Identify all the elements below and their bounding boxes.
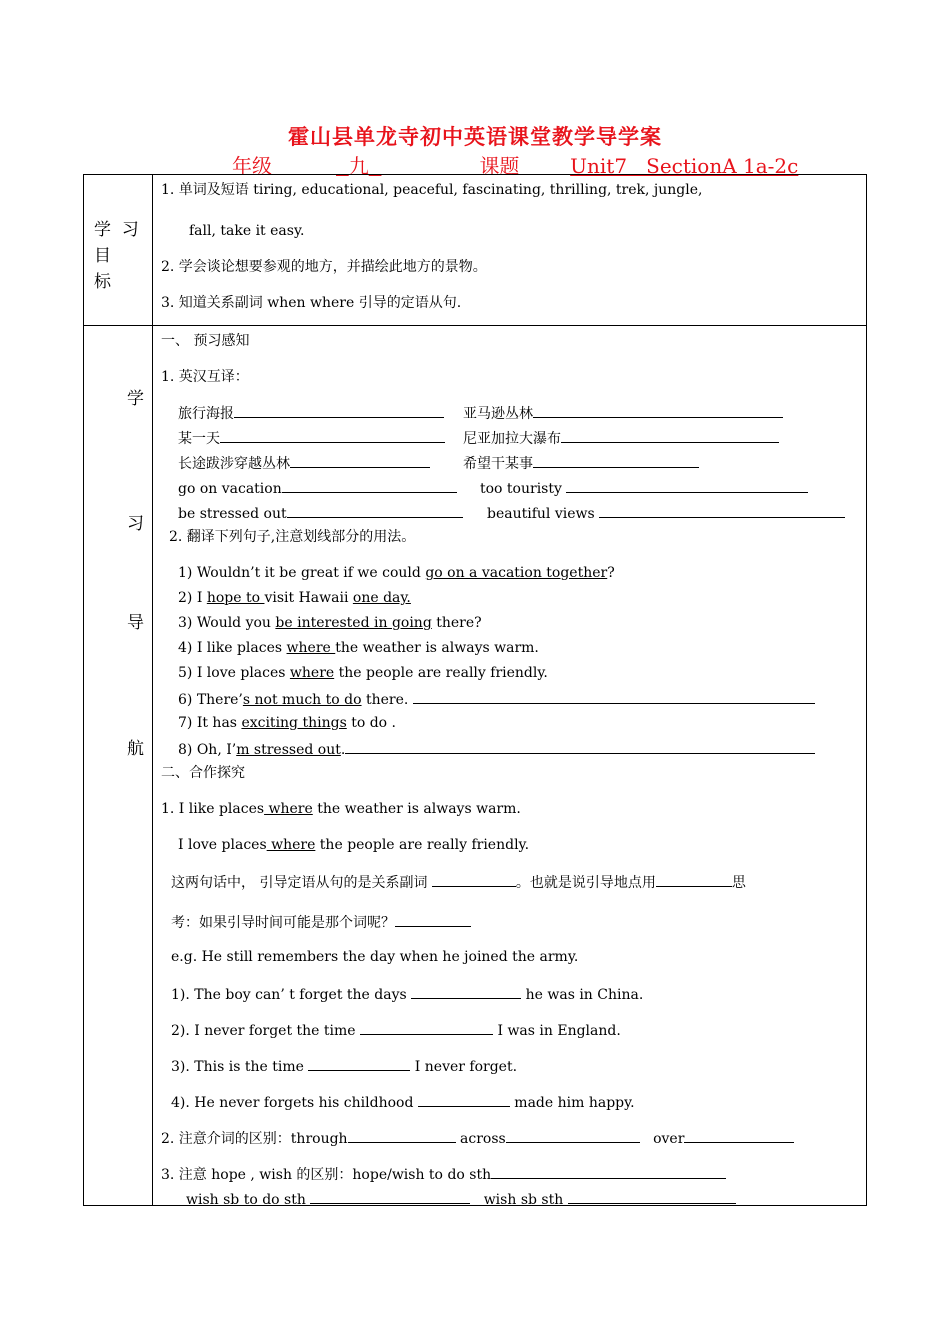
sentence-3: 3) Would you be interested in going there?	[178, 615, 482, 631]
sentence-4: 4) I like places where the weather is always warm.	[178, 640, 539, 656]
objectives-label-2: 目	[94, 246, 111, 266]
section1-title: 一、 预习感知	[161, 333, 250, 349]
objective-3: 3. 知道关系副词 when where 引导的定语从句.	[161, 295, 462, 311]
sentences-title: 2. 翻译下列句子,注意划线部分的用法。	[169, 529, 416, 545]
pair-row-2: 某一天	[178, 428, 445, 448]
example-2: I love places where the people are really friendly.	[178, 837, 530, 853]
objectives-label-1: 学 习	[94, 220, 139, 240]
guide-char-1: 学	[127, 389, 144, 409]
page-title: 霍山县单龙寺初中英语课堂教学导学案	[288, 124, 662, 149]
sentence-8: 8) Oh, I’m stressed out.	[178, 739, 815, 759]
translate-title: 1. 英汉互译：	[161, 369, 249, 385]
hope-wish-line: 3. 注意 hope , wish 的区别：hope/wish to do sth	[161, 1164, 726, 1184]
sentence-6: 6) There’s not much to do there.	[178, 689, 815, 709]
pair-row-5: be stressed out	[178, 503, 463, 523]
pair-row-1b: 亚马逊丛林	[463, 403, 783, 423]
guide-char-3: 导	[127, 613, 144, 633]
grade-value: 九	[348, 154, 369, 178]
pair-row-4: go on vacation	[178, 478, 457, 498]
sentence-7: 7) It has exciting things to do .	[178, 715, 397, 731]
wish-line: wish sb to do sth wish sb sth	[186, 1189, 736, 1209]
objective-2: 2. 学会谈论想要参观的地方，并描绘此地方的景物。	[161, 259, 487, 275]
guide-char-4: 航	[127, 739, 144, 759]
guide-cell	[153, 326, 867, 1206]
prepositions-line: 2. 注意介词的区别：through across over	[161, 1128, 794, 1148]
eg-sentence: e.g. He still remembers the day when he joined the army.	[171, 949, 579, 965]
pair-row-3b: 希望干某事	[463, 453, 699, 473]
section2-title: 二、合作探究	[161, 765, 245, 781]
pair-row-2b: 尼亚加拉大瀑布	[463, 428, 779, 448]
grade-label: 年级	[232, 154, 272, 178]
sentence-1: 1) Wouldn’t it be great if we could go on a vacation together?	[178, 565, 615, 581]
topic-value: Unit7 SectionA 1a-2c	[570, 154, 799, 178]
pair-row-5b: beautiful views	[487, 503, 845, 523]
sentence-5: 5) I love places where the people are really friendly.	[178, 665, 548, 681]
objective-1-cont: fall, take it easy.	[189, 223, 305, 239]
question-line-1: 这两句话中， 引导定语从句的是关系副词 。也就是说引导地点用 思	[171, 872, 746, 892]
example-1: 1. I like places where the weather is always warm.	[161, 801, 521, 817]
objective-1: 1. 单词及短语 tiring, educational, peaceful, fascinating, thrilling, trek, jungle,	[161, 182, 703, 198]
guide-char-2: 习	[127, 514, 144, 534]
objectives-label-cell	[84, 175, 153, 326]
guide-label-cell	[84, 326, 153, 1206]
sentence-2: 2) I hope to visit Hawaii one day.	[178, 590, 411, 606]
objectives-label-3: 标	[94, 272, 111, 292]
pair-row-1: 旅行海报	[178, 403, 444, 423]
fill-3: 3). This is the time I never forget.	[171, 1056, 517, 1076]
fill-1: 1). The boy can’ t forget the days he was in China.	[171, 984, 643, 1004]
question-line-2: 考：如果引导时间可能是那个词呢？	[171, 912, 471, 932]
lesson-table	[83, 174, 867, 1206]
topic-label: 课题	[479, 154, 520, 178]
fill-2: 2). I never forget the time I was in England.	[171, 1020, 621, 1040]
objectives-cell	[153, 175, 867, 326]
pair-row-3: 长途跋涉穿越丛林	[178, 453, 430, 473]
fill-4: 4). He never forgets his childhood made him happy.	[171, 1092, 635, 1112]
pair-row-4b: too touristy	[480, 478, 808, 498]
